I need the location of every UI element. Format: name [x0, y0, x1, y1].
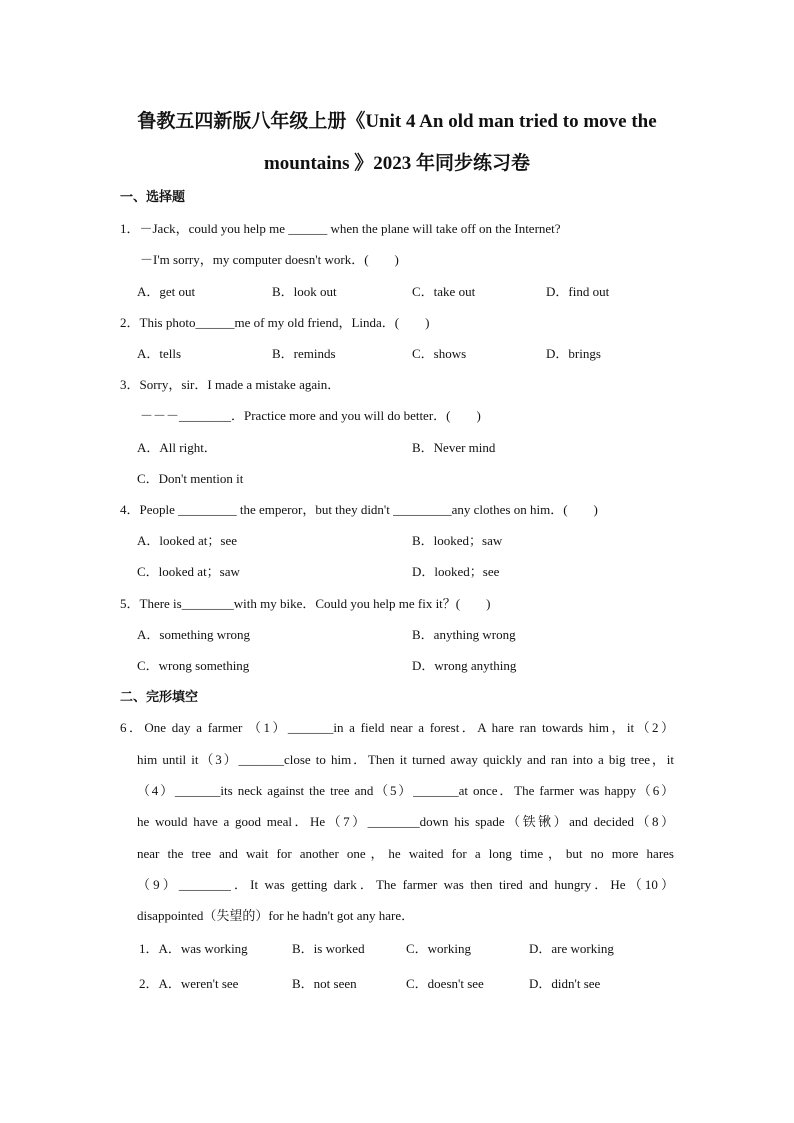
- cloze-passage-line: 6．One day a farmer （1）_______in a field near a forest．A hare ran towards him，it（2）: [120, 720, 674, 735]
- q1-option-d: D．find out: [546, 284, 610, 299]
- page-title-line2: mountains 》2023 年同步练习卷: [263, 153, 531, 174]
- q5-option-c: C．wrong something: [137, 658, 250, 673]
- cloze-1-option-b: B．is worked: [292, 941, 365, 956]
- question-2-stem: 2．This photo______me of my old friend，Linda．( ): [120, 315, 430, 330]
- question-3-response: －－－________．Practice more and you will do better．( ): [140, 408, 481, 423]
- cloze-1-option-a: 1．A．was working: [139, 941, 248, 956]
- q5-option-a: A．something wrong: [137, 627, 251, 642]
- question-1-response: －I'm sorry，my computer doesn't work．( ): [140, 252, 399, 267]
- section-heading-choice: 一、选择题: [120, 189, 186, 204]
- cloze-2-option-d: D．didn't see: [529, 976, 601, 991]
- q1-option-b: B．look out: [272, 284, 337, 299]
- q1-option-c: C．take out: [412, 284, 476, 299]
- q4-option-b: B．looked；saw: [412, 533, 503, 548]
- cloze-passage-line: （9）________．It was getting dark．The farmer was then tired and hungry．He（10）: [137, 877, 674, 892]
- cloze-passage-line: disappointed（失望的）for he hadn't got any hare．: [137, 908, 415, 923]
- q2-option-d: D．brings: [546, 346, 601, 361]
- q3-option-c: C．Don't mention it: [137, 471, 244, 486]
- q3-option-b: B．Never mind: [412, 440, 496, 455]
- q4-option-d: D．looked；see: [412, 564, 500, 579]
- q4-option-c: C．looked at；saw: [137, 564, 240, 579]
- q2-option-c: C．shows: [412, 346, 467, 361]
- q2-option-a: A．tells: [137, 346, 182, 361]
- cloze-2-option-c: C．doesn't see: [406, 976, 484, 991]
- cloze-2-option-b: B．not seen: [292, 976, 357, 991]
- question-3-stem: 3．Sorry，sir．I made a mistake again．: [120, 377, 341, 392]
- question-5-stem: 5．There is________with my bike．Could you help me fix it？( ): [120, 596, 491, 611]
- section-heading-cloze: 二、完形填空: [120, 689, 199, 704]
- cloze-passage-line: he would have a good meal．He（7）________down his spade（铁锹）and decided（8）: [137, 814, 674, 829]
- page-title-line1: 鲁教五四新版八年级上册《Unit 4 An old man tried to move the: [137, 111, 657, 132]
- q5-option-d: D．wrong anything: [412, 658, 517, 673]
- q5-option-b: B．anything wrong: [412, 627, 516, 642]
- question-1-stem: 1．－Jack，could you help me ______ when the plane will take off on the Internet?: [120, 221, 561, 236]
- q4-option-a: A．looked at；see: [137, 533, 238, 548]
- question-4-stem: 4．People _________ the emperor，but they didn't _________any clothes on him．( ): [120, 502, 598, 517]
- cloze-1-option-d: D．are working: [529, 941, 614, 956]
- q2-option-b: B．reminds: [272, 346, 336, 361]
- q3-option-a: A．All right．: [137, 440, 217, 455]
- cloze-passage-line: him until it（3）_______close to him．Then it turned away quickly and ran into a big tree，it: [137, 752, 674, 767]
- cloze-passage-line: near the tree and wait for another one，he waited for a long time，but no more hares: [137, 846, 674, 861]
- q1-option-a: A．get out: [137, 284, 196, 299]
- cloze-1-option-c: C．working: [406, 941, 472, 956]
- cloze-passage-line: （4）_______its neck against the tree and（5）_______at once．The farmer was happy（6）: [137, 783, 674, 798]
- cloze-2-option-a: 2．A．weren't see: [139, 976, 239, 991]
